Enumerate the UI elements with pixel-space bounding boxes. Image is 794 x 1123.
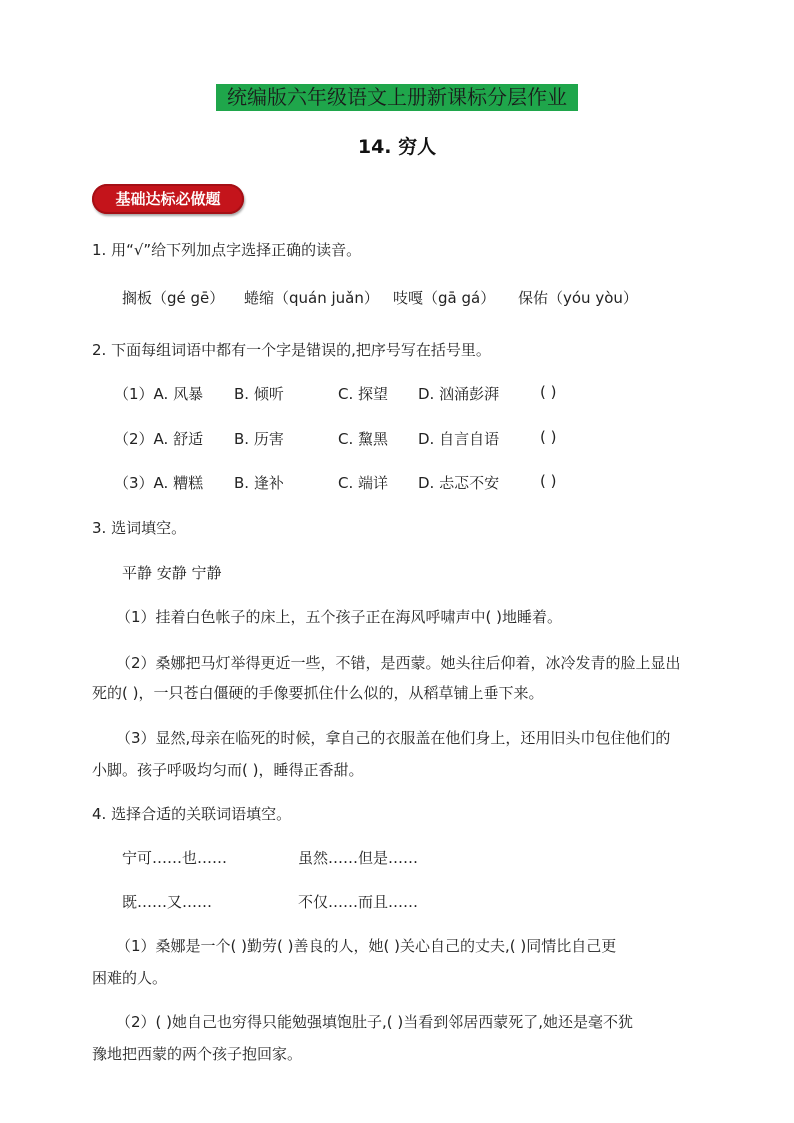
q3-word-options: 平静 安静 宁静 [122, 564, 222, 582]
q3-sentence-2-line-2: 死的( )，一只苍白僵硬的手像要抓住什么似的，从稻草铺上垂下来。 [92, 684, 544, 702]
q4-conjunction-pair: 不仅……而且…… [298, 893, 419, 911]
worksheet-banner: 统编版六年级语文上册新课标分层作业 [216, 84, 578, 111]
q2-row-num: （2）A. 舒适 [114, 430, 204, 448]
q2-option-d: D. 忐忑不安 [418, 474, 500, 492]
q2-row-num: （1）A. 风暴 [114, 385, 204, 403]
q4-sentence-2-line-1: （2）( )她自己也穷得只能勉强填饱肚子,( )当看到邻居西蒙死了,她还是毫不犹 [116, 1013, 634, 1031]
lesson-title: 14. 穷人 [357, 136, 437, 158]
q1-item: 吱嘎（gā gá） [393, 289, 496, 307]
q1-item: 保佑（yóu yòu） [518, 289, 638, 307]
q2-option-c: C. 探望 [338, 385, 389, 403]
q2-stem: 2. 下面每组词语中都有一个字是错误的,把序号写在括号里。 [92, 341, 491, 359]
q2-option-c: C. 端详 [338, 474, 389, 492]
q2-option-d: D. 汹涌彭湃 [418, 385, 500, 403]
q4-conjunction-pair: 虽然……但是…… [298, 849, 419, 867]
q3-sentence-3-line-1: （3）显然,母亲在临死的时候，拿自己的衣服盖在他们身上，还用旧头巾包住他们的 [116, 729, 671, 747]
q2-option-b: B. 逢补 [234, 474, 284, 492]
q1-item: 搁板（gé gē） [122, 289, 225, 307]
q3-sentence-2-line-1: （2）桑娜把马灯举得更近一些，不错，是西蒙。她头往后仰着，冰冷发青的脸上显出 [116, 654, 681, 672]
q4-sentence-1-line-2: 困难的人。 [92, 969, 168, 987]
q2-option-b: B. 倾听 [234, 385, 284, 403]
q4-conjunction-pair: 宁可……也…… [122, 849, 228, 867]
section-badge: 基础达标必做题 [115, 190, 221, 208]
q2-option-c: C. 黧黑 [338, 430, 389, 448]
q2-answer-blank[interactable]: ( ) [540, 472, 557, 490]
q1-stem: 1. 用“√”给下列加点字选择正确的读音。 [92, 241, 362, 259]
q3-sentence-1: （1）挂着白色帐子的床上，五个孩子正在海风呼啸声中( )地睡着。 [116, 608, 563, 626]
q3-sentence-3-line-2: 小脚。孩子呼吸均匀而( )，睡得正香甜。 [92, 761, 364, 779]
q2-answer-blank[interactable]: ( ) [540, 428, 557, 446]
q1-item: 蜷缩（quán juǎn） [244, 289, 379, 307]
q2-option-d: D. 自言自语 [418, 430, 500, 448]
q2-option-b: B. 历害 [234, 430, 284, 448]
q4-sentence-2-line-2: 豫地把西蒙的两个孩子抱回家。 [92, 1045, 303, 1063]
q3-stem: 3. 选词填空。 [92, 519, 187, 537]
q4-stem: 4. 选择合适的关联词语填空。 [92, 805, 292, 823]
q4-conjunction-pair: 既……又…… [122, 893, 213, 911]
q4-sentence-1-line-1: （1）桑娜是一个( )勤劳( )善良的人，她( )关心自己的丈夫,( )同情比自己更 [116, 937, 617, 955]
q2-answer-blank[interactable]: ( ) [540, 383, 557, 401]
q2-row-num: （3）A. 糟糕 [114, 474, 204, 492]
